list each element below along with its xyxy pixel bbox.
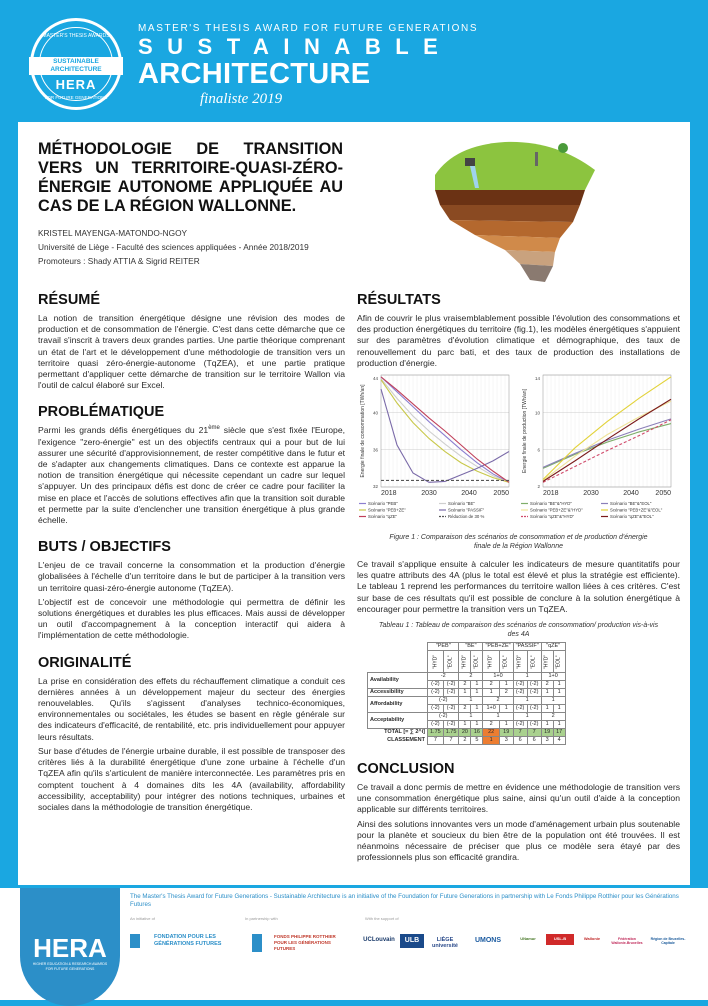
sponsor-logo: ULB xyxy=(400,934,424,948)
title-block xyxy=(38,140,343,270)
superscript: ème xyxy=(208,425,220,432)
sub-header: "EOL" xyxy=(443,651,459,673)
score-cell: (-2) xyxy=(513,721,527,729)
total-cell: 1.75 xyxy=(428,729,444,737)
university: Université de Liège - Faculté des sciences appliquées - Année 2018/2019 xyxy=(38,242,309,252)
legend-label: Scénario "qZE"&"EOL" xyxy=(610,514,654,520)
group-score-cell: (-2) xyxy=(428,697,459,705)
y-tick-label: 6 xyxy=(537,447,540,453)
score-cell: 2 xyxy=(499,689,513,697)
resultats-text-2: Ce travail s'applique ensuite à calculer les indicateurs de mesure quantitatifs pour les quatre attributs des 4A (plus le total est élevé et plus la stratégie est efficiente). Le tableau 1 reprend les performances du territoire wallon liées à ces critères. C'est sur base de ces résultats qu'il est possible de conclure à la solution énergétique à encourager pour permettre la transition vers un TqZEA. xyxy=(357,559,680,614)
resume-text: La notion de transition énergétique désigne une révision des modes de production et de consommation de l'énergie. C'est dans cette démarche que ce travail s'inscrit à travers deux grandes parties. Une partie théorique comprenant un état de l'art et le développement d'une méthodologie de transition vers un territoire quasi zéro-énergie-autonome (TqZEA), et une partie pratique permettant d'appliquer cette démarche de transition sur le territoire Wallon via l'outil de calcul élaboré sur Excel. xyxy=(38,313,345,391)
score-cell: 1 xyxy=(553,681,565,689)
badge-bottom-text: FOR FUTURE GENERATIONS xyxy=(44,95,108,100)
group-score-cell: 1 xyxy=(459,713,483,721)
score-cell: (-2) xyxy=(513,689,527,697)
figure-caption: Figure 1 : Comparaison des scénarios de consommation et de production d'énergie finale de la Région Wallonne xyxy=(389,534,648,551)
group-score-cell: 1 xyxy=(513,673,541,681)
total-label: TOTAL [= ∑ 2^i] xyxy=(368,729,428,737)
sub-header: "EOL" xyxy=(527,651,541,673)
x-tick-label: 2050 xyxy=(493,490,509,498)
legend-label: Scénario "PEB+ZE" xyxy=(368,507,406,513)
score-cell: 1 xyxy=(459,689,471,697)
section-resume xyxy=(38,292,345,394)
problematique-heading: PROBLÉMATIQUE xyxy=(38,404,165,421)
problematique-text-a: Parmi les grands défis énergétiques du 21 xyxy=(38,425,209,436)
score-cell: (-2) xyxy=(443,689,459,697)
originalite-heading: ORIGINALITÉ xyxy=(38,654,132,671)
group-score-cell: 2 xyxy=(541,713,565,721)
hera-logo-subtext: HIGHER EDUCATION & RESEARCH AWARDS FOR FUTURE GENERATIONS xyxy=(32,962,108,971)
score-cell: 1 xyxy=(471,689,483,697)
score-cell: (-2) xyxy=(527,681,541,689)
label-partnership: In partnership with xyxy=(245,916,278,921)
sub-header: "HYD" xyxy=(541,651,553,673)
award-sustainable: SUSTAINABLE xyxy=(138,34,453,59)
hera-logo xyxy=(20,888,120,1006)
score-cell: 1 xyxy=(553,689,565,697)
score-cell: (-2) xyxy=(443,705,459,713)
x-tick-label: 2050 xyxy=(655,490,671,498)
y-tick-label: 36 xyxy=(372,447,378,453)
scenario-header: "BE" xyxy=(459,643,483,651)
sponsor-logo: UMONS xyxy=(474,937,502,944)
conclusion-heading: CONCLUSION xyxy=(357,761,455,778)
consumption-chart xyxy=(357,372,517,530)
rank-cell: 5 xyxy=(471,737,483,745)
legend-label: Scénario "BE"&"HYD" xyxy=(530,501,572,507)
total-cell: 7 xyxy=(527,729,541,737)
total-cell: 19 xyxy=(499,729,513,737)
section-buts xyxy=(38,539,345,644)
x-tick-label: 2030 xyxy=(421,490,437,498)
score-cell: 2 xyxy=(483,721,499,729)
originalite-text-1: La prise en considération des effets du réchauffement climatique a conduit ces dernières années à un développement majeur du secteur des énergies renouvelables. Qu'ils s'agissent d'analyses technico-économiques, environnementales ou sociétales, les études se basent en règle générale sur des indicateurs d'efficacité, de rentabilité, etc. pris individuellement pour appuyer leurs résultats. xyxy=(38,675,345,742)
footer-statement: The Master's Thesis Award for Future Generations - Sustainable Architecture is an initiative of the Foundation for Future Generations in partnership with Le Fonds Philippe Rotthier pour les Générations Futures xyxy=(130,893,679,908)
score-cell: 1 xyxy=(553,705,565,713)
group-score-cell: 1 xyxy=(513,697,541,705)
total-cell: 17 xyxy=(553,729,565,737)
comparison-table xyxy=(367,642,566,745)
fonds-rotthier-logo: FONDS PHILIPPE ROTTHIER POUR LES GÉNÉRATIONS FUTURES xyxy=(252,934,338,952)
sponsor-logo: Fédération Wallonie-Bruxelles xyxy=(611,937,643,946)
section-problematique xyxy=(38,404,345,529)
rank-cell: 3 xyxy=(541,737,553,745)
group-score-cell: 1+0 xyxy=(483,673,513,681)
score-cell: (-2) xyxy=(443,681,459,689)
legend-label: Scénario "PEB" xyxy=(368,501,398,507)
score-cell: 1 xyxy=(541,721,553,729)
buts-text-2: L'objectif est de concevoir une méthodologie qui permettra de définir les solutions énergétiques et durables les plus efficaces. Mais aussi de développer un outil d'accompagnement à la conception interactif qui aidera à l'implémentation de cette méthodologie. xyxy=(38,596,345,641)
score-cell: 1 xyxy=(499,705,513,713)
score-cell: (-2) xyxy=(513,705,527,713)
criterion-label: Availability xyxy=(368,673,428,689)
score-cell: (-2) xyxy=(443,721,459,729)
criterion-label: Acceptability xyxy=(368,713,428,729)
rank-cell: 1 xyxy=(483,737,499,745)
group-score-cell: 1 xyxy=(513,713,541,721)
legend-label: Scénario "PASSIF" xyxy=(448,507,485,513)
label-support: With the support of xyxy=(365,916,399,921)
wallonia-energy-map-illustration xyxy=(395,130,625,290)
total-cell: 7 xyxy=(513,729,527,737)
legend-label: Scénario "BE" xyxy=(448,501,475,507)
y-tick-label: 40 xyxy=(372,410,378,416)
scenario-header: "PEB+ZE" xyxy=(483,643,513,651)
score-cell: 2 xyxy=(541,681,553,689)
total-cell: 16 xyxy=(471,729,483,737)
sub-header: "HYD" xyxy=(513,651,527,673)
score-cell: 1 xyxy=(471,721,483,729)
section-resultats xyxy=(357,292,680,745)
originalite-text-2: Sur base d'études de l'énergie urbaine durable, il est possible de transposer des critères liés à la durabilité énergétique d'une zone urbaine à l'échelle d'un TqZEA afin qu'ils s'articulent de manière interconnectée. Les paramètres pris en comptent touchent à 4 domaines dits les 4A (availability, affordability accessibility, acceptability) pour intégrer des notions techniques, urbaines et sociales dans la méthodologie de transition énergétique. xyxy=(38,745,345,812)
score-cell: 1 xyxy=(499,721,513,729)
group-score-cell: (-2) xyxy=(428,713,459,721)
group-score-cell: 1 xyxy=(459,697,483,705)
buts-text-1: L'enjeu de ce travail concerne la consommation et la production d'énergie globalisées à l'échelle d'un territoire dans le but de participer à la transition vers un territoire quasi-zéro-énergie autonome (TqZEA). xyxy=(38,560,345,593)
y-tick-label: 10 xyxy=(534,410,540,416)
score-cell: 1 xyxy=(541,705,553,713)
total-cell: 1.75 xyxy=(443,729,459,737)
award-line: MASTER'S THESIS AWARD FOR FUTURE GENERATIONS xyxy=(138,23,479,34)
sponsor-logo: USL-B xyxy=(546,934,574,945)
legend-label: Scénario "PEB+ZE"&"EOL" xyxy=(610,507,663,513)
score-cell: 1 xyxy=(541,689,553,697)
score-cell: (-2) xyxy=(513,681,527,689)
legend-label: Réduction de 30 % xyxy=(448,514,485,520)
badge-hera: HERA xyxy=(55,77,97,92)
promoters: Promoteurs : Shady ATTIA & Sigrid REITER xyxy=(38,256,200,266)
production-chart xyxy=(519,372,680,530)
badge-band-2: ARCHITECTURE xyxy=(50,66,102,73)
label-initiative: An initiative of xyxy=(130,916,155,921)
score-cell: (-2) xyxy=(428,689,444,697)
finalist-label: finaliste 2019 xyxy=(200,91,283,107)
sponsor-logo: UNamur xyxy=(520,936,536,941)
buts-heading: BUTS / OBJECTIFS xyxy=(38,539,171,556)
table-corner xyxy=(368,651,428,673)
score-cell: 1 xyxy=(499,681,513,689)
resume-heading: RÉSUMÉ xyxy=(38,292,101,308)
group-score-cell: 2 xyxy=(483,697,513,705)
section-originalite xyxy=(38,655,345,816)
rank-cell: 2 xyxy=(459,737,471,745)
group-score-cell: 1+0 xyxy=(541,673,565,681)
y-tick-label: 14 xyxy=(534,376,540,382)
award-architecture: ARCHITECTURE xyxy=(138,58,371,90)
total-cell: 22 xyxy=(483,729,499,737)
rank-cell: 6 xyxy=(513,737,527,745)
score-cell: 1 xyxy=(483,689,499,697)
group-score-cell: 1 xyxy=(483,713,513,721)
rank-label: CLASSEMENT xyxy=(368,737,428,745)
resultats-text-1: Afin de couvrir le plus vraisemblablement possible l'évolution des consommations et des production énergétiques du territoire (fig.1), les modèles énergétiques s'appuient sur des paramètres d'évolution climatique et démographique, des taux de renouvellement du parc bati, et des taux de production des installations de production d'énergie. xyxy=(357,313,680,368)
score-cell: 1+0 xyxy=(483,705,499,713)
criterion-label: Affordability xyxy=(368,697,428,713)
y-tick-label: 32 xyxy=(372,484,378,490)
sponsor-logo: LIÈGE université xyxy=(432,937,458,950)
score-cell: 2 xyxy=(483,681,499,689)
badge-band-1: SUSTAINABLE xyxy=(53,58,99,65)
fondation-generations-futures-logo: FONDATION POUR LES GÉNÉRATIONS FUTURES xyxy=(130,934,230,948)
y-tick-label: 2 xyxy=(537,484,540,490)
legend-label: Scénario "BE"&"EOL" xyxy=(610,501,652,507)
score-cell: (-2) xyxy=(428,721,444,729)
hera-logo-text: HERA xyxy=(33,933,107,963)
table-caption: Tableau 1 : Tableau de comparaison des scénarios de consommation/ production vis-à-vis des 4A xyxy=(378,622,659,639)
score-cell: 2 xyxy=(459,681,471,689)
sub-header: "HYD" xyxy=(459,651,471,673)
legend-label: Scénario "PEB+ZE"&"HYD" xyxy=(530,507,583,513)
score-cell: 2 xyxy=(459,705,471,713)
rank-cell: 7 xyxy=(428,737,444,745)
x-tick-label: 2018 xyxy=(381,490,397,498)
score-cell: (-2) xyxy=(428,705,444,713)
right-column xyxy=(357,292,680,866)
poster-title: MÉTHODOLOGIE DE TRANSITION VERS UN TERRITOIRE-QUASI-ZÉRO-ÉNERGIE AUTONOME APPLIQUÉE AU CAS DE LA RÉGION WALLONNE. xyxy=(38,140,343,215)
score-cell: 1 xyxy=(459,721,471,729)
sub-header: "EOL" xyxy=(553,651,565,673)
rank-cell: 3 xyxy=(499,737,513,745)
x-tick-label: 2030 xyxy=(583,490,599,498)
sponsor-logo: UCLouvain xyxy=(363,937,395,943)
rank-cell: 6 xyxy=(527,737,541,745)
sub-header: "EOL" xyxy=(471,651,483,673)
score-cell: 1 xyxy=(471,705,483,713)
y-tick-label: 44 xyxy=(372,376,378,382)
rank-cell: 7 xyxy=(443,737,459,745)
problematique-text xyxy=(38,425,345,526)
legend-label: Scénario "qZE" xyxy=(368,514,398,520)
resultats-heading: RÉSULTATS xyxy=(357,292,441,308)
scenario-header: "qZE" xyxy=(541,643,565,651)
conclusion-text-2: Ainsi des solutions innovantes vers un mode d'aménagement urbain plus soutenable pour la planète et soucieux du bien être de la population ont été trouvées. Il est néanmoins nécessaire de préciser que plus ce modèle sera étayé par des professionnels plus son efficacité grandira. xyxy=(357,818,680,863)
x-tick-label: 2040 xyxy=(623,490,639,498)
left-column xyxy=(38,292,345,816)
x-tick-label: 2018 xyxy=(543,490,559,498)
group-score-cell: -2 xyxy=(428,673,459,681)
legend-label: Scénario "qZE"&"HYD" xyxy=(530,514,575,520)
sub-header: "HYD" xyxy=(483,651,499,673)
poster-header xyxy=(0,0,708,122)
sub-header: "EOL" xyxy=(499,651,513,673)
rank-cell: 4 xyxy=(553,737,565,745)
scenario-header: "PASSIF" xyxy=(513,643,541,651)
criterion-label: Accessibility xyxy=(368,689,428,697)
score-cell: 1 xyxy=(471,681,483,689)
conclusion-text-1: Ce travail a donc permis de mettre en évidence une méthodologie de transition vers une consommation énergétique plus saine, ainsi qu'un outil d'aide à la conception applicable sur différents territoires. xyxy=(357,782,680,815)
sub-header: "HYD" xyxy=(428,651,444,673)
author: KRISTEL MAYENGA-MATONDO-NGOY xyxy=(38,228,188,238)
score-cell: (-2) xyxy=(428,681,444,689)
group-score-cell: 2 xyxy=(459,673,483,681)
x-tick-label: 2040 xyxy=(461,490,477,498)
problematique-text-b: siècle que s'est fixée l'Europe, l'exigence "zero-énergie" est un des objectifs centraux qui a pour but de lui assurer une sécurité d'approvisionnement, de rester compétitive dans le futur et de s'adapter aux changements climatiques. Dans ce contexte est apparue la notion de transition énergétique qui nécessite cependant un cadre sur lequel s'appuyer. Un des principaux défis est donc de créer ce cadre pour faciliter la mise en place et l'accès de solutions effectives afin que la transition soit durable et permette par la suite d'enclencher une transition énergétique à plus grande échelle. xyxy=(38,425,345,526)
total-cell: 19 xyxy=(541,729,553,737)
y-axis-label: Energie finale de consommation [TWh/an] xyxy=(360,384,366,478)
sponsor-logo: Région de Bruxelles-Capitale xyxy=(650,937,686,946)
badge-top-text: MASTER'S THESIS AWARDS xyxy=(42,33,110,39)
score-cell: 1 xyxy=(553,721,565,729)
table-corner xyxy=(368,643,428,651)
score-cell: (-2) xyxy=(527,705,541,713)
y-axis-label: Energie finale de production [TWh/an] xyxy=(522,389,528,473)
score-cell: (-2) xyxy=(527,689,541,697)
award-badge-logo xyxy=(30,18,122,110)
scenario-header: "PEB" xyxy=(428,643,459,651)
poster-footer xyxy=(0,888,708,1000)
section-conclusion xyxy=(357,761,680,866)
sponsor-logo: Wallonie xyxy=(583,936,601,941)
score-cell: (-2) xyxy=(527,721,541,729)
total-cell: 20 xyxy=(459,729,471,737)
group-score-cell: 1 xyxy=(541,697,565,705)
